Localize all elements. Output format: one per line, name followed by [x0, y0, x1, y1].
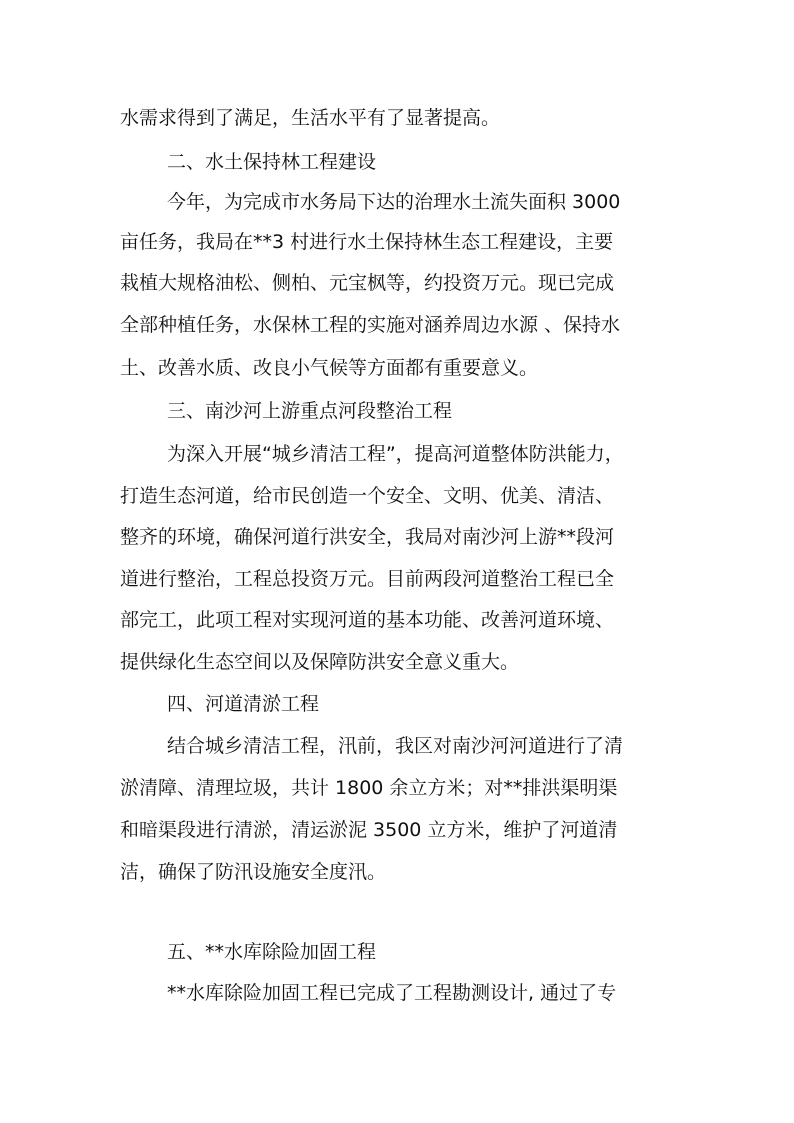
paragraph-line: 提供绿化生态空间以及保障防洪安全意义重大。 — [120, 651, 520, 673]
paragraph-line: 今年，为完成市水务局下达的治理水土流失面积 3000 — [167, 191, 621, 213]
paragraph-line: 栽植大规格油松、侧柏、元宝枫等，约投资万元。现已完成 — [120, 272, 615, 294]
paragraph-line: **水库除险加固工程已完成了工程勘测设计, 通过了专 — [167, 982, 617, 1004]
paragraph-line: 道进行整治，工程总投资万元。目前两段河道整治工程已全 — [120, 568, 615, 590]
section-heading-2: 二、水土保持林工程建设 — [167, 151, 377, 173]
section-heading-3: 三、南沙河上游重点河段整治工程 — [167, 400, 453, 422]
paragraph-line: 和暗渠段进行清淤，清运淤泥 3500 立方米，维护了河道清 — [120, 819, 618, 841]
paragraph-line: 水需求得到了满足，生活水平有了显著提高。 — [120, 107, 501, 129]
paragraph-line: 为深入开展“城乡清洁工程”，提高河道整体防洪能力， — [167, 443, 624, 465]
section-heading-4: 四、河道清淤工程 — [167, 693, 320, 715]
paragraph-line: 打造生态河道，给市民创造一个安全、文明、优美、清洁、 — [120, 485, 615, 507]
paragraph-line: 土、改善水质、改良小气候等方面都有重要意义。 — [120, 357, 539, 379]
paragraph-line: 洁，确保了防汛设施安全度汛。 — [120, 861, 387, 883]
section-heading-5: 五、**水库除险加固工程 — [167, 941, 377, 963]
paragraph-line: 整齐的环境，确保河道行洪安全，我局对南沙河上游**段河 — [120, 526, 615, 548]
paragraph-line: 淤清障、清理垃圾，共计 1800 余立方米；对**排洪渠明渠 — [120, 777, 618, 799]
paragraph-line: 部完工，此项工程对实现河道的基本功能、改善河道环境、 — [120, 609, 615, 631]
paragraph-line: 结合城乡清洁工程，汛前，我区对南沙河河道进行了清 — [167, 735, 624, 757]
paragraph-line: 全部种植任务，水保林工程的实施对涵养周边水源 、保持水 — [120, 314, 621, 336]
paragraph-line: 亩任务，我局在**3 村进行水土保持林生态工程建设，主要 — [120, 231, 614, 253]
